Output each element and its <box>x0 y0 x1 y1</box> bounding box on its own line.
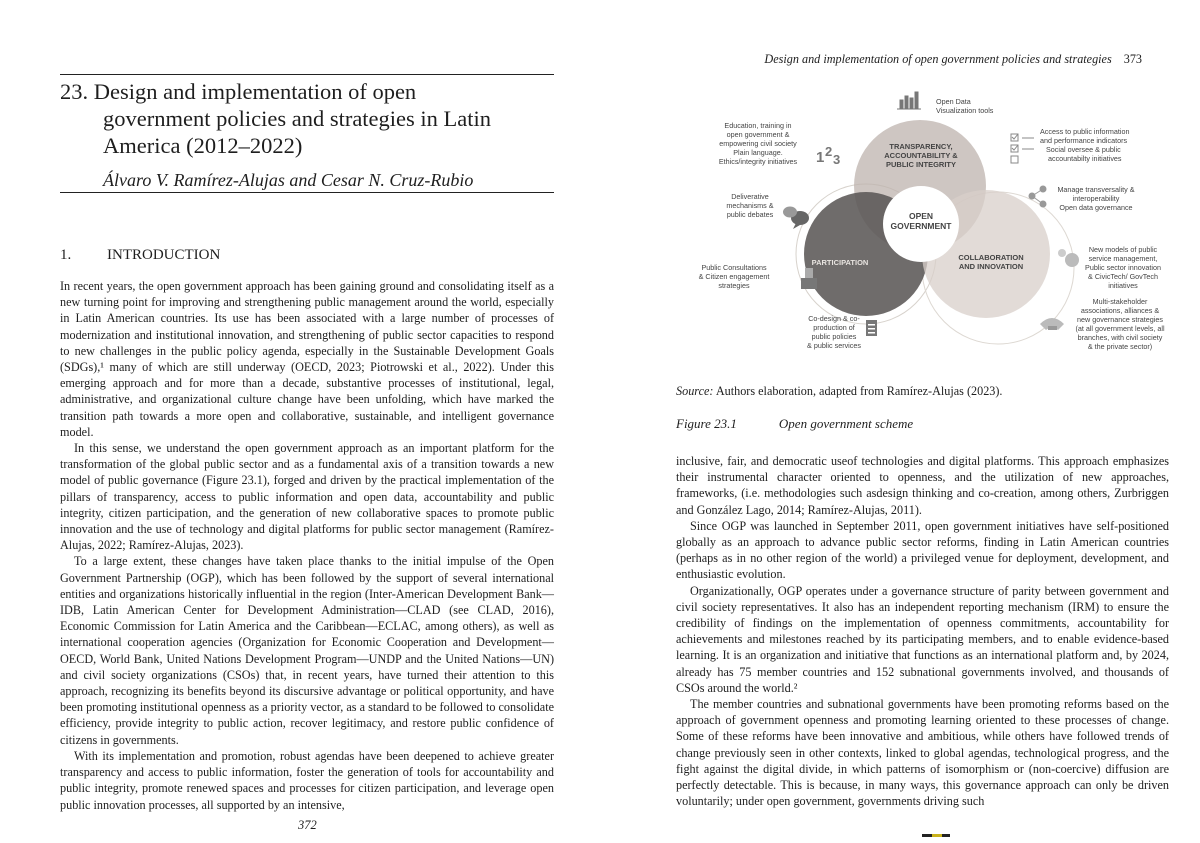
title-top-rule <box>60 74 554 75</box>
caption-line: service management, <box>1088 254 1158 263</box>
caption-line: Education, training in <box>724 121 792 130</box>
caption-consultations <box>699 263 770 290</box>
svg-text:3: 3 <box>833 152 841 167</box>
chapter-title-line: government policies and strategies in Latin <box>103 106 492 131</box>
participation-label: PARTICIPATION <box>811 258 869 267</box>
transparency-label-line: TRANSPARENCY, <box>889 142 953 151</box>
paragraph: inclusive, fair, and democratic useof technologies and digital platforms. This approach emphasizes their instrumental character oriented to openness, and the utilization of new approaches, frameworks, (i.e. methodologies such asdesign thinking and co-creation, among others, Zurbriggen and González Lago, 2014; Ramírez-Alujas, 2011). <box>676 454 1169 517</box>
caption-line: associations, alliances & <box>1080 306 1160 315</box>
center-label-line: OPEN <box>908 211 934 221</box>
caption-line: empowering civil society <box>719 139 797 148</box>
source-label: Source: <box>676 384 714 398</box>
title-bottom-rule <box>60 192 554 193</box>
collaboration-label-line: AND INNOVATION <box>958 262 1024 271</box>
figure-title: Open government scheme <box>778 416 914 431</box>
innovation-icon <box>1058 249 1079 267</box>
caption-transversality <box>1057 185 1134 212</box>
numbers-icon <box>816 144 840 167</box>
running-head-title: Design and implementation of open government policies and strategies <box>764 52 1112 66</box>
figure-caption <box>676 416 913 432</box>
caption-line: new governance strategies <box>1077 315 1163 324</box>
paragraph: To a large extent, these changes have taken place thanks to the initial impulse of the Open Government Partnership (OGP), which has been followed by the support of several international entities and organizations historically influential in the region (Inter-American Development Bank—IDB, Latin American Center for Development Administration—CLAD (see CLAD, 2016), Economic Commission for Latin America and the Caribbean—ECLAC, among others), as well as international cooperation agencies (Organization for Economic Cooperation and Development—OECD, World Bank, United Nations Development Program—UNDP and the United Nations—UN) and civil society organizations (CSOs) that, in recent years, have turned their attention to this approach, recognizing its benefits beyond its discursive advantage or political opportunity, and have been promoting institutional openness as a priority vector, as a standard to be followed to consolidate efficiency, provide integrity to public action, recover legitimacy, and restore public confidence of citizens in governments. <box>60 554 554 747</box>
body-text <box>676 453 1169 809</box>
caption-line: Open Data <box>936 97 971 106</box>
caption-line: interoperability <box>1072 194 1120 203</box>
caption-deliberative <box>726 192 773 219</box>
diagram-svg <box>688 88 1168 368</box>
section-number: 1. <box>60 247 72 263</box>
caption-line: Social oversee & public <box>1046 145 1121 154</box>
caption-line: mechanisms & <box>726 201 774 210</box>
chat-bubbles-icon <box>783 207 809 230</box>
caption-line: Deliverative <box>731 192 769 201</box>
caption-line: Ethics/integrity initiatives <box>718 157 798 166</box>
caption-line: initiatives <box>1108 281 1138 290</box>
transparency-label-line: PUBLIC INTEGRITY <box>885 160 957 169</box>
body-text <box>60 278 554 813</box>
page-footer-mark <box>922 834 950 837</box>
caption-new-models <box>1085 245 1161 290</box>
chapter-title <box>60 78 560 159</box>
document-icon <box>866 320 877 336</box>
caption-line: Multi-stakeholder <box>1092 297 1148 306</box>
paragraph: Since OGP was launched in September 2011, open government initiatives have self-positioned globally as an approach to advance public sector reforms, finding in Latin American countries (perhaps as in no other region of the world) a privileged venue for deployment, development, and enthusiastic evolution. <box>676 518 1169 582</box>
bar-chart-icon <box>897 92 921 109</box>
chapter-title-line: America (2012–2022) <box>103 133 303 158</box>
caption-line: & public services <box>807 341 861 350</box>
page-number: 373 <box>1123 52 1142 66</box>
right-page <box>600 0 1200 843</box>
caption-multistakeholder <box>1075 297 1164 351</box>
caption-line: open government & <box>726 130 790 139</box>
svg-text:1: 1 <box>816 149 825 166</box>
paragraph: In recent years, the open government approach has been gaining ground and consolidating itself as a new turning point for improving and strengthening public management around the world, especially in Latin American countries. Its use has been associated with a large number of processes of modernization and institutional innovation, and strengthening of public sector capacities to respond to new challenges in the public policy agenda, especially in the Sustainable Development Goals (SDGs),¹ many of which are still underway (OECD, 2023; Piotrowski et al., 2022). Under this emerging approach and for more than a decade, substantive processes of institutional, legal, administrative, and organizational culture change have been unfolding, which have marked the transition path towards a more open and collaborative, sustainable, and intelligent governance model. <box>60 279 554 439</box>
paragraph: The member countries and subnational governments have been promoting reforms based on the approach of government openness and promoting learning oriented to these processes of change. Some of these reforms have been innovative and ambitious, while others have followed trends of change previously seen in other contexts, linked to global agendas, technological progress, and the fight against the digital divide, in which patterns of isomorphism or (non-coercive) diffusion are perfectly detectable. This is because, in many ways, this governance approach can only be driven voluntarily; under open government, governments driving such <box>676 697 1169 809</box>
source-text: Authors elaboration, adapted from Ramírez-Alujas (2023). <box>713 384 1003 398</box>
caption-line: Access to public information <box>1040 127 1130 136</box>
caption-line: branches, with civil society <box>1077 333 1163 342</box>
caption-line: public debates <box>726 210 774 219</box>
caption-line: Plain language. <box>733 148 783 157</box>
caption-line: accountabilty initiatives <box>1048 154 1122 163</box>
caption-education <box>719 121 798 166</box>
page-number: 372 <box>298 818 317 832</box>
caption-access-info <box>1040 127 1130 163</box>
running-head <box>764 52 1142 67</box>
paragraph: Organizationally, OGP operates under a governance structure of parity between government and civil society representatives. It also has an independent reporting mechanism (IRM) to ensure the credibility of findings on the implementation of openness commitments, accountability for achievements and milestones reached by its participating members, and to enable evidence-based learning. It is an organization and initiative that functions as an international platform and, by 2024, already has 75 member countries and 152 subnational governments involved, and thousands of CSOs around the world.² <box>676 583 1169 695</box>
paragraph: With its implementation and promotion, robust agendas have been deepened to achieve greater transparency and access to public information, foster the generation of tools for accountability and public integrity, promote renewed spaces and processes for citizen participation, and leverage open public innovation processes, all supported by an intensive, <box>60 748 554 812</box>
caption-line: Manage transversality & <box>1057 185 1135 194</box>
paragraph: In this sense, we understand the open government approach as an important platform for the transformation of the global public sector and as a fundamental axis of a transition towards a new model of public governance (Figure 23.1), forged and driven by the practical implementation of the pillars of transparency, access to public information and open data, accountability and public integrity, citizen participation, and the generation of new collaborative spaces to promote public innovation and the use of technology and digital platforms for public sector management (Ramírez-Alujas, 2022; Ramírez-Alujas, 2023). <box>60 441 554 553</box>
figure-label: Figure 23.1 <box>676 416 737 431</box>
caption-line: Open data governance <box>1059 203 1133 212</box>
section-heading: INTRODUCTION <box>107 247 221 263</box>
chapter-authors: Álvaro V. Ramírez-Alujas and Cesar N. Cruz-Rubio <box>103 170 474 190</box>
caption-line: & Citizen engagement <box>698 272 770 281</box>
share-icon <box>1029 186 1046 207</box>
center-label-line: GOVERNMENT <box>890 221 952 231</box>
caption-line: public policies <box>811 332 857 341</box>
caption-line: Public sector innovation <box>1085 263 1161 272</box>
caption-line: strategies <box>718 281 750 290</box>
caption-line: production of <box>813 323 855 332</box>
caption-line: New models of public <box>1088 245 1158 254</box>
chapter-title-line: 23. Design and implementation of open <box>60 79 417 104</box>
caption-codesign <box>807 314 861 350</box>
caption-line: (at all government levels, all <box>1075 324 1165 333</box>
caption-open-data <box>936 97 994 115</box>
caption-line: Visualization tools <box>936 106 994 115</box>
transparency-label-line: ACCOUNTABILITY & <box>884 151 958 160</box>
figure-source <box>676 384 1002 399</box>
caption-line: & the private sector) <box>1087 342 1153 351</box>
collaboration-label-line: COLLABORATION <box>958 253 1024 262</box>
checklist-icon <box>1011 134 1034 163</box>
caption-line: and performance indicators <box>1040 136 1128 145</box>
svg-text:2: 2 <box>825 144 833 159</box>
caption-line: Public Consultations <box>701 263 767 272</box>
open-government-diagram <box>688 88 1168 368</box>
caption-line: Co-design & co- <box>808 314 860 323</box>
caption-line: & CivicTech/ GovTech <box>1088 272 1158 281</box>
